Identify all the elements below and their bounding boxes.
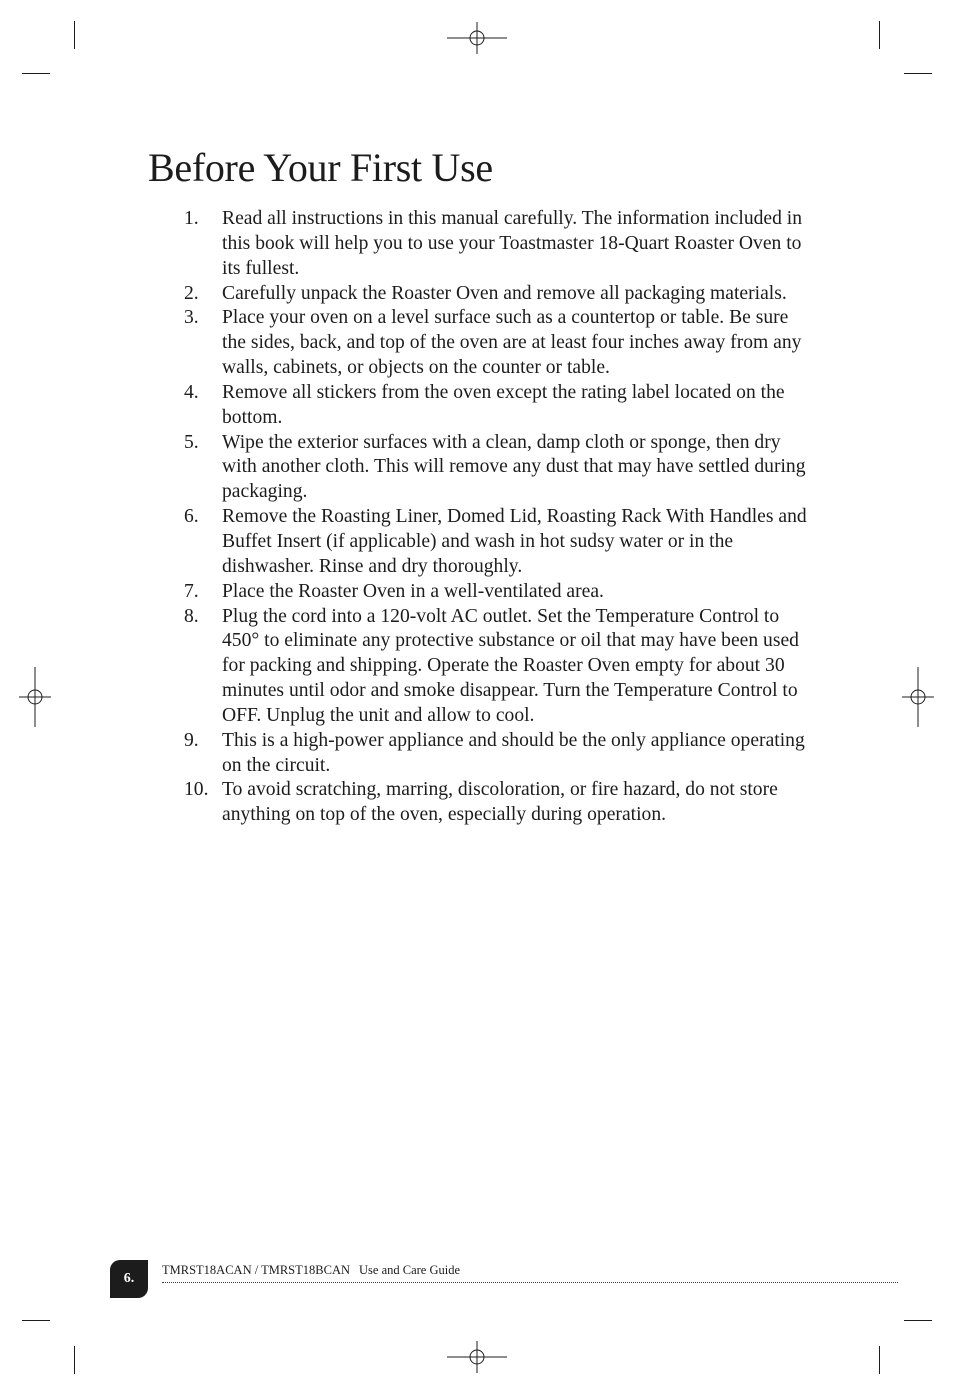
list-item	[184, 505, 808, 580]
step-text: To avoid scratching, marring, discoloration, or fire hazard, do not store anything on top of the oven, especially during operation.	[222, 779, 778, 826]
crop-mark-top-right-vertical	[879, 21, 880, 49]
step-text: Read all instructions in this manual carefully. The information included in this book will help you to use your Toastmaster 18-Quart Roaster Oven to its fullest.	[222, 208, 803, 279]
step-text: Plug the cord into a 120-volt AC outlet. Set the Temperature Control to 450° to eliminate any protective substance or oil that may have been used for packing and shipping. Operate the Roaster Oven empty for about 30 minutes until odor and smoke disappear. Turn the Temperature Control to OFF. Unplug the unit and allow to cool.	[222, 605, 799, 726]
page-number-badge: 6.	[110, 1260, 148, 1298]
list-item	[184, 778, 808, 828]
list-item	[184, 381, 808, 431]
step-number: 4.	[184, 381, 199, 403]
step-number: 5.	[184, 431, 199, 453]
list-item	[184, 580, 808, 605]
crop-mark-bottom-left-vertical	[74, 1346, 75, 1374]
registration-mark-top-icon	[447, 18, 507, 58]
list-item	[184, 431, 808, 506]
step-number: 10.	[184, 779, 209, 801]
list-item	[184, 207, 808, 282]
step-number: 7.	[184, 580, 199, 602]
step-text: This is a high-power appliance and should be the only appliance operating on the circuit.	[222, 729, 805, 776]
list-item	[184, 282, 808, 307]
step-text: Remove all stickers from the oven except the rating label located on the bottom.	[222, 381, 785, 428]
footer-model-number: TMRST18ACAN / TMRST18BCAN	[162, 1263, 350, 1277]
step-text: Remove the Roasting Liner, Domed Lid, Roasting Rack With Handles and Buffet Insert (if applicable) and wash in hot sudsy water or in the dishwasher. Rinse and dry thoroughly.	[222, 506, 807, 577]
step-text: Place the Roaster Oven in a well-ventilated area.	[222, 580, 604, 602]
list-item	[184, 729, 808, 779]
step-number: 6.	[184, 506, 199, 528]
crop-mark-top-right-horizontal	[904, 73, 932, 74]
step-number: 2.	[184, 282, 199, 304]
step-number: 1.	[184, 208, 199, 229]
footer-guide-title: Use and Care Guide	[359, 1263, 461, 1277]
step-number: 9.	[184, 729, 199, 751]
page-title: Before Your First Use	[148, 145, 493, 190]
crop-mark-bottom-right-vertical	[879, 1346, 880, 1374]
registration-mark-bottom-icon	[447, 1337, 507, 1377]
step-number: 8.	[184, 605, 199, 627]
registration-mark-right-icon	[898, 667, 938, 727]
footer-dotted-rule	[162, 1282, 898, 1283]
step-text: Place your oven on a level surface such as a countertop or table. Be sure the sides, back, and top of the oven are at least four inches away from any walls, cabinets, or objects on the counter or table.	[222, 307, 802, 379]
crop-mark-top-left-vertical	[74, 21, 75, 49]
step-number: 3.	[184, 307, 199, 329]
registration-mark-left-icon	[15, 667, 55, 727]
footer-caption	[162, 1262, 460, 1278]
crop-mark-bottom-right-horizontal	[904, 1320, 932, 1321]
crop-mark-top-left-horizontal	[22, 73, 50, 74]
list-item	[184, 306, 808, 381]
list-item	[184, 605, 808, 729]
crop-mark-bottom-left-horizontal	[22, 1320, 50, 1321]
step-text: Wipe the exterior surfaces with a clean, damp cloth or sponge, then dry with another cloth. This will remove any dust that may have settled during packaging.	[222, 431, 806, 503]
instruction-list	[184, 207, 808, 828]
step-text: Carefully unpack the Roaster Oven and remove all packaging materials.	[222, 282, 787, 304]
